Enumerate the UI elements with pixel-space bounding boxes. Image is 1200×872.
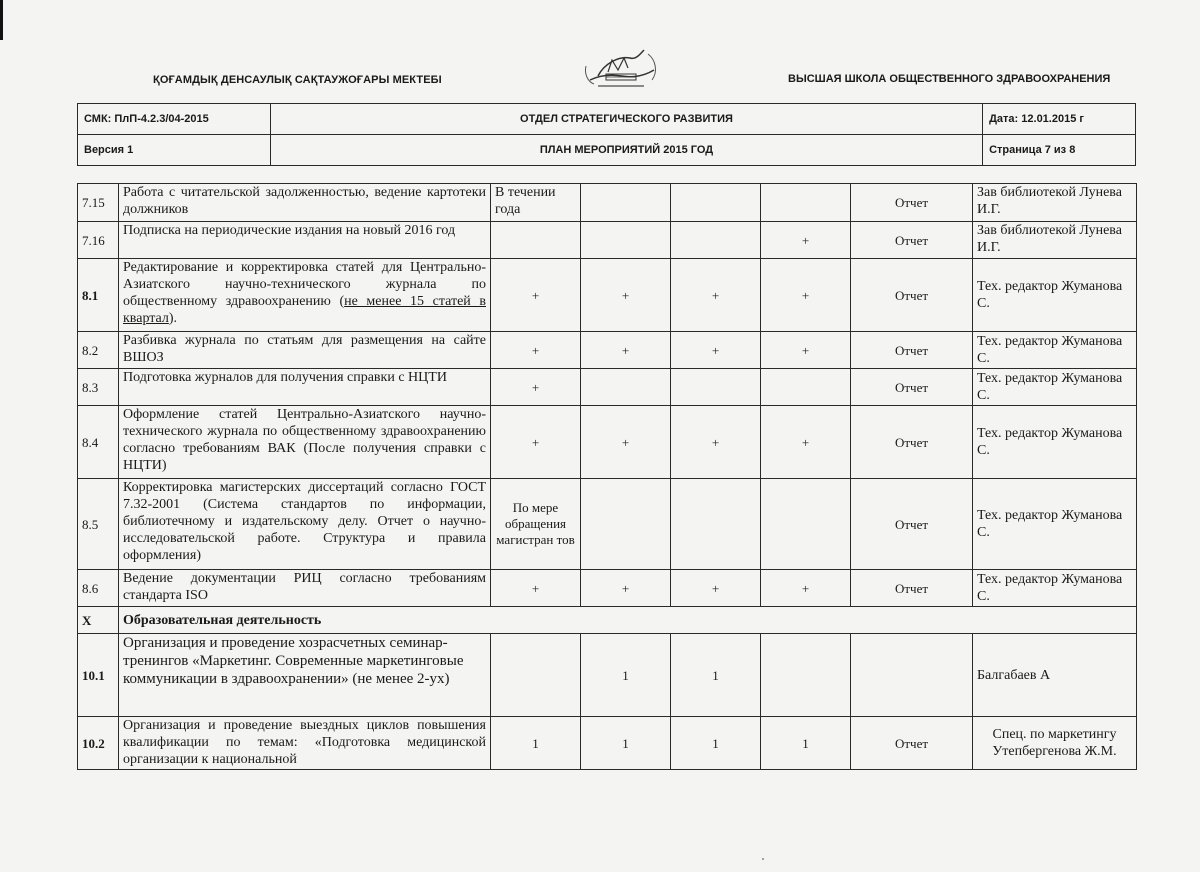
row-q4	[761, 634, 851, 717]
row-task: Подготовка журналов для получения справки с НЦТИ	[119, 369, 491, 406]
row-q3	[761, 184, 851, 222]
row-responsible: Тех. редактор Жуманова С.	[973, 332, 1137, 369]
row-q2: 1	[581, 717, 671, 770]
row-responsible: Тех. редактор Жуманова С.	[973, 406, 1137, 479]
row-responsible: Зав библиотекой Лунева И.Г.	[973, 222, 1137, 259]
row-responsible: Зав библиотекой Лунева И.Г.	[973, 184, 1137, 222]
row-task: Оформление статей Центрально-Азиатского научно-технического журнала по общественному здравоохранению согласно требованиям ВАК (После получения справки с НЦТИ)	[119, 406, 491, 479]
table-row	[78, 570, 1137, 607]
row-number: 8.1	[78, 259, 119, 332]
plan-table	[77, 183, 1137, 770]
table-row	[78, 222, 1137, 259]
row-number: 10.1	[78, 634, 119, 717]
row-report: Отчет	[851, 222, 973, 259]
row-q4	[761, 369, 851, 406]
table-row	[78, 259, 1137, 332]
row-q4: +	[761, 259, 851, 332]
row-q2: +	[581, 406, 671, 479]
document-meta-table	[77, 103, 1136, 166]
table-row	[78, 369, 1137, 406]
row-q3	[671, 369, 761, 406]
row-report	[851, 634, 973, 717]
meta-version: Версия 1	[78, 135, 271, 166]
row-q2	[581, 369, 671, 406]
row-responsible: Балгабаев А	[973, 634, 1137, 717]
row-report: Отчет	[851, 570, 973, 607]
row-q4: +	[761, 222, 851, 259]
table-row	[78, 479, 1137, 570]
row-number: 8.2	[78, 332, 119, 369]
row-responsible: Тех. редактор Жуманова С.	[973, 259, 1137, 332]
meta-department: ОТДЕЛ СТРАТЕГИЧЕСКОГО РАЗВИТИЯ	[270, 104, 982, 135]
row-report: Отчет	[851, 332, 973, 369]
row-q2: +	[581, 259, 671, 332]
row-q1	[581, 479, 671, 570]
row-q3	[761, 479, 851, 570]
row-q1: +	[491, 332, 581, 369]
row-task: Организация и проведение хозрасчетных семинар-тренингов «Маркетинг. Современные маркетинговые коммуникации в здравоохранении» (не менее 2-ух)	[119, 634, 491, 717]
header-left-title: ҚОҒАМДЫҚ ДЕНСАУЛЫҚ САҚТАУЖОҒАРЫ МЕКТЕБІ	[153, 74, 442, 86]
row-task: Организация и проведение выездных циклов повышения квалификации по темам: «Подготовка медицинской организации к национальной	[119, 717, 491, 770]
row-q2	[671, 222, 761, 259]
row-q1: +	[491, 369, 581, 406]
document-header	[0, 0, 1200, 100]
table-row	[78, 184, 1137, 222]
header-right-title: ВЫСШАЯ ШКОЛА ОБЩЕСТВЕННОГО ЗДРАВООХРАНЕНИЯ	[788, 73, 1111, 85]
row-task-end: ).	[168, 311, 178, 326]
row-number: 8.6	[78, 570, 119, 607]
row-q2	[671, 479, 761, 570]
row-q1	[581, 222, 671, 259]
row-number: 7.15	[78, 184, 119, 222]
row-period: В течении года	[491, 184, 581, 222]
row-q1: +	[491, 259, 581, 332]
row-report: Отчет	[851, 184, 973, 222]
scan-speck	[762, 858, 764, 860]
row-q2	[671, 184, 761, 222]
row-responsible: Тех. редактор Жуманова С.	[973, 479, 1137, 570]
row-task: Корректировка магистерских диссертаций согласно ГОСТ 7.32-2001 (Система стандартов по информации, библиотечному и издательскому делу. Отчет о научно-исследовательской работе. Структура и правила оформления)	[119, 479, 491, 570]
row-report: Отчет	[851, 717, 973, 770]
row-period: По мере обращения магистран тов	[491, 479, 581, 570]
row-q4: +	[761, 332, 851, 369]
section-number: X	[78, 607, 119, 634]
row-q3: +	[671, 259, 761, 332]
row-period	[491, 222, 581, 259]
row-q1: 1	[491, 717, 581, 770]
row-task	[119, 259, 491, 332]
row-q3: +	[671, 570, 761, 607]
row-task: Подписка на периодические издания на новый 2016 год	[119, 222, 491, 259]
row-responsible: Спец. по маркетингу Утепбергенова Ж.М.	[973, 717, 1137, 770]
row-task: Разбивка журнала по статьям для размещения на сайте ВШОЗ	[119, 332, 491, 369]
row-number: 8.4	[78, 406, 119, 479]
row-report: Отчет	[851, 369, 973, 406]
table-row	[78, 717, 1137, 770]
section-row	[78, 607, 1137, 634]
row-q4: 1	[761, 717, 851, 770]
row-q3: +	[671, 332, 761, 369]
meta-smk: СМК: ПлП-4.2.3/04-2015	[78, 104, 271, 135]
school-logo-icon	[578, 46, 664, 90]
row-number: 8.5	[78, 479, 119, 570]
meta-plan-title: ПЛАН МЕРОПРИЯТИЙ 2015 ГОД	[270, 135, 982, 166]
row-report: Отчет	[851, 406, 973, 479]
row-responsible: Тех. редактор Жуманова С.	[973, 570, 1137, 607]
section-title: Образовательная деятельность	[119, 607, 1137, 634]
row-period	[491, 634, 581, 717]
row-q2: +	[581, 570, 671, 607]
row-report: Отчет	[851, 259, 973, 332]
table-row	[78, 634, 1137, 717]
row-task: Ведение документации РИЦ согласно требованиям стандарта ISO	[119, 570, 491, 607]
meta-date: Дата: 12.01.2015 г	[983, 104, 1136, 135]
row-q2: +	[581, 332, 671, 369]
meta-page: Страница 7 из 8	[983, 135, 1136, 166]
table-row	[78, 406, 1137, 479]
row-number: 8.3	[78, 369, 119, 406]
row-q1	[581, 184, 671, 222]
row-q2: 1	[581, 634, 671, 717]
row-q4: +	[761, 570, 851, 607]
row-q3: 1	[671, 717, 761, 770]
row-q1: +	[491, 406, 581, 479]
row-q4: +	[761, 406, 851, 479]
row-report: Отчет	[851, 479, 973, 570]
row-q1: +	[491, 570, 581, 607]
row-number: 7.16	[78, 222, 119, 259]
row-task: Работа с читательской задолженностью, ведение картотеки должников	[119, 184, 491, 222]
row-task-text: Редактирование и корректировка статей для Центрально-Азиатского научно-технического журнала по общественному здравоохранению (	[123, 260, 486, 309]
row-task-underlined: не менее 15 статей в квартал	[123, 294, 486, 326]
row-responsible: Тех. редактор Жуманова С.	[973, 369, 1137, 406]
row-q3: +	[671, 406, 761, 479]
row-number: 10.2	[78, 717, 119, 770]
table-row	[78, 332, 1137, 369]
row-q3: 1	[671, 634, 761, 717]
